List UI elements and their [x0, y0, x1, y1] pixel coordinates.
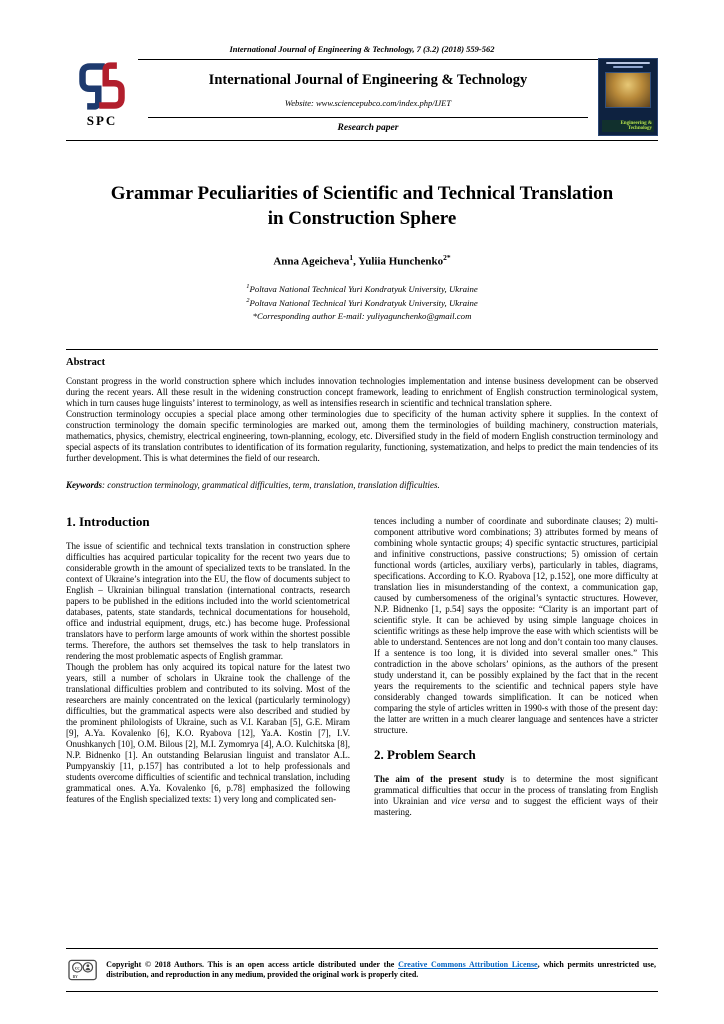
affiliation-2-superscript: 2 — [246, 296, 250, 304]
article-body — [66, 516, 658, 818]
keywords-line — [66, 480, 658, 490]
author-1-superscript: 1 — [349, 253, 354, 263]
section-heading-problem-search: 2. Problem Search — [374, 747, 476, 763]
article-type-label: Research paper — [148, 117, 588, 133]
corresponding-author-line: *Corresponding author E-mail: yuliyagunchenko@gmail.com — [252, 311, 472, 322]
paper-title — [66, 181, 658, 231]
cc-by-badge-icon[interactable] — [68, 954, 97, 986]
cc-badge-by-text: BY — [72, 974, 78, 979]
affiliation-1-superscript: 1 — [246, 282, 250, 290]
copyright-footer — [66, 948, 658, 992]
aim-bold-lead: The aim of the present study — [374, 774, 505, 785]
spc-logo-text: SPC — [86, 113, 118, 128]
journal-cover-thumbnail — [598, 58, 658, 136]
paper-title-line-2: in Construction Sphere — [267, 208, 457, 230]
journal-cover-image — [598, 58, 658, 136]
cc-license-link[interactable]: Creative Commons Attribution License — [398, 959, 538, 969]
affiliation-1 — [66, 282, 658, 296]
introduction-paragraph-2: Though the problem has only acquired its topical nature for the latest two years, still a number of scholars in Ukraine took the challenge of the translational difficulties problem and contributed to its solving. Most of the researchers are mainly concentrated on the lexical (particularly terminology) difficulties, but the grammatical aspects were also described and studied by the prominent philologists of Ukraine, such as V.I. Karaban [5], G.E. Miram [9], A.Ya. Kovalenko [6], K.O. Ryabova [12], Ya.A. Kostin [7], I.V. Onushkanych [10], O.M. Bilous [2], M.I. Zymomrya [4], A.O. Kulchitska [8], N.P. Bidnenko [1]. An outstanding Belarusian linguist and translator A.L. Pumpyanskiy [11, p.157] has contributed a lot to help professionals and students overcome difficulties of scientific and technical translation, including grammatical ones. A.Ya. Kovalenko [6, p.78] emphasized the following features of the English specialized texts: 1) very long and complicated sen- — [66, 662, 350, 805]
affiliation-1-text: Poltava National Technical Yuri Kondratyuk University, Ukraine — [249, 283, 478, 294]
author-2-name: , Yuliia Hunchenko — [353, 255, 444, 268]
copyright-notice — [106, 960, 656, 981]
left-column — [66, 516, 350, 818]
section-heading-introduction: 1. Introduction — [66, 514, 150, 530]
affiliation-2 — [66, 296, 658, 310]
abstract-heading: Abstract — [66, 357, 106, 369]
author-2-superscript: 2* — [443, 253, 451, 263]
cover-photo — [605, 72, 651, 108]
citation-line: International Journal of Engineering & Technology, 7 (3.2) (2018) 559-562 — [229, 44, 495, 54]
aim-paragraph — [374, 774, 658, 818]
journal-website-link[interactable]: Website: www.sciencepubco.com/index.php/IJET — [284, 98, 452, 108]
copyright-pre-link-text: Copyright © 2018 Authors. This is an open access article distributed under the — [106, 959, 399, 969]
keywords-separator: : — [102, 480, 108, 491]
abstract-divider — [66, 349, 658, 350]
journal-header — [66, 58, 658, 141]
journal-name: International Journal of Engineering & Technology — [208, 72, 528, 88]
cover-text-bar — [606, 62, 650, 64]
abstract-paragraph-1: Constant progress in the world construction sphere which includes innovation technologies implementation and intense business development can be observed during the recent years. All these result in the widening construction concept framework, leading to enrichment of English construction terminological system, which in turn causes huge linguists’ interest to terminology, as well as intensifies research in scientific and technical translation sphere. — [66, 376, 658, 409]
aim-middle-text: is to determine the most significant grammatical difficulties that occur in the process of translating from English into Ukrainian and — [374, 774, 658, 807]
right-column — [374, 516, 658, 818]
introduction-paragraph-1: The issue of scientific and technical texts translation in construction sphere difficulties has acquired particular topicality for the recent two years due to considerable growth in the amount of specialized texts to be translated. In the context of Ukraine’s integration into the EU, the flow of documents subject to English – Ukrainian bilingual translation (international contracts, research papers to be published in the editions included into the world scientometrical databases, patents, state standards, technical documentations for household, office and industrial equipment, drugs, etc.) has become huge. Professional translators have to perform large amounts of work within the shortest possible terms. Therefore, the authors set themselves the task to help translators in rendering the most problematic aspects of English grammar. — [66, 541, 350, 662]
abstract-paragraph-2: Construction terminology occupies a special place among other terminologies due to specificity of the human activity sphere it supplies. In the context of construction terminology the domain specific terminologies are marked out, among them the terminologies of building machinery, construction materials, mathematics, physics, chemistry, electrical engineering, town-planning, ecology, etc. Diversified study in the field of modern English construction terminology and special aspects of its translation contributes to identification of its formation regularity, functioning, systematization, and helps to predict the main tendencies of its further development. This is what determines the field of our research. — [66, 409, 658, 464]
spc-emblem-icon — [74, 60, 130, 112]
copyright-post-link-text: , which permits unrestricted use, distribution, and reproduction in any medium, provided the original work is properly cited. — [106, 959, 656, 979]
paper-title-line-1: Grammar Peculiarities of Scientific and Technical Translation — [110, 183, 614, 204]
aim-end-text: and to suggest the efficient ways of their mastering. — [374, 796, 659, 818]
cover-text-bar — [613, 66, 643, 68]
cover-caption: Engineering & Technology — [602, 120, 654, 132]
affiliations-block — [66, 282, 658, 323]
author-1-name: Anna Ageicheva — [273, 255, 350, 268]
abstract-body — [66, 376, 658, 464]
authors-line — [66, 253, 658, 268]
affiliation-2-text: Poltava National Technical Yuri Kondratyuk University, Ukraine — [249, 297, 478, 308]
continuation-paragraph: tences including a number of coordinate and subordinate clauses; 2) multi-component attributive word combinations; 3) attributes formed by means of combining whole syntactic groups; 4) specific syntactic structures, participial and infinitive constructions, passive constructions; 5) omission of certain functional words (articles, auxiliary verbs), particularly in tables, diagrams, specifications. According to K.O. Ryabova [12, p.152], one more difficulty at translation lies in misunderstanding of the context, a communication gap, caused by cumbersomeness of the original’s syntactic structures. However, N.P. Bidnenko [1, p.54] says the opposite: “Clarity is an important part of scientific style. It can be achieved by using simple language choices in scientific writings as these help improve the ease with which scientists will be able to understand. Sentences are not long and don’t contain too many clauses. If a sentence is too long, it is divided into several smaller ones.” This contradiction in the above scholars’ opinions, as the authors of the present study understand it, can be possibly explained by the fact that in the recent years the requirements to the scientific and technical papers style have considerably changed towards simplification. It can be noticed when comparing the style of articles written in 1990-s with those of the present day: the latter are written in a much clearer language and sentences have a stricter structure. — [374, 516, 658, 736]
spc-logo — [66, 58, 138, 136]
aim-italic-phrase: vice versa — [451, 796, 490, 807]
cc-badge-cc-text: cc — [74, 965, 80, 972]
journal-header-middle — [138, 59, 598, 136]
keywords-label: Keywords — [66, 480, 102, 491]
keywords-text: construction terminology, grammatical difficulties, term, translation, translation difficulties. — [107, 480, 440, 491]
